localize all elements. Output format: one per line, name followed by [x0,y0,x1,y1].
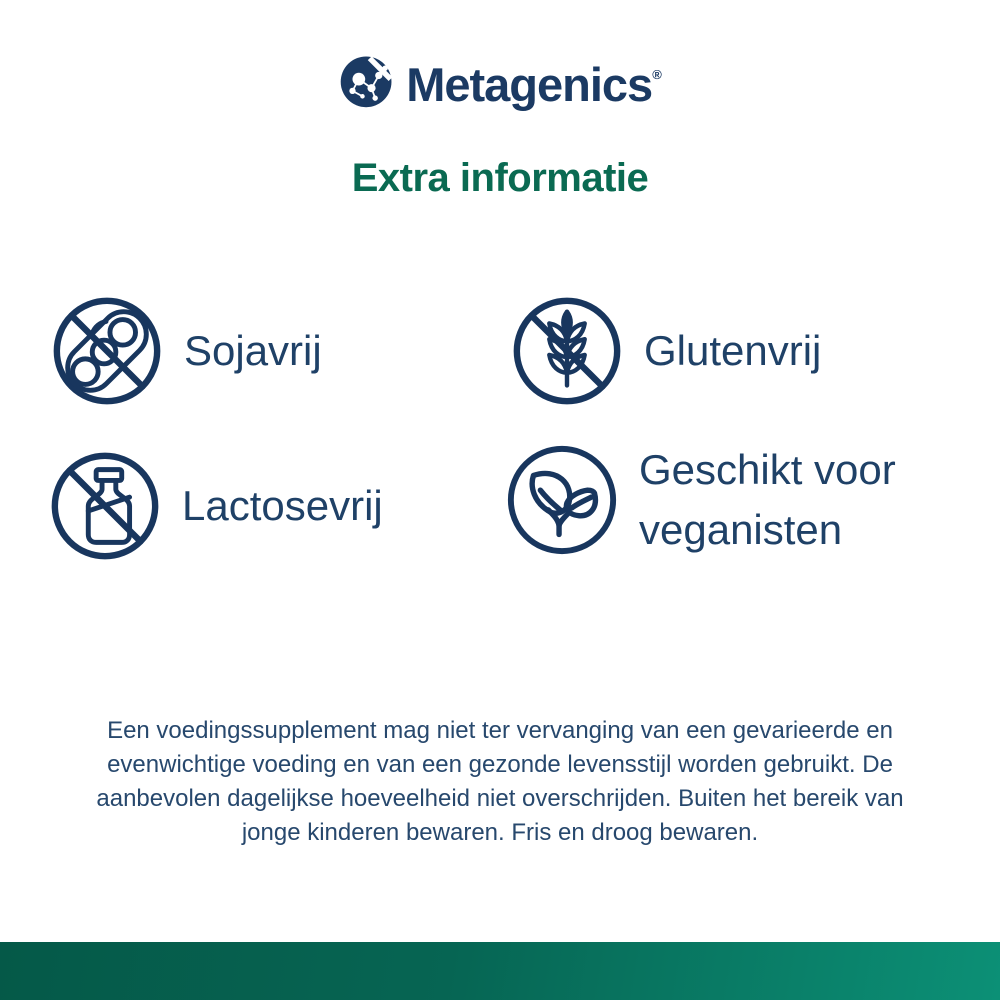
feature-label: Geschikt voor veganisten [639,446,896,553]
feature-lactose-free [46,447,383,565]
feature-label: Glutenvrij [644,327,822,375]
feature-vegan [503,440,969,559]
page-title: Extra informatie [351,156,649,200]
no-soy-icon [48,292,166,410]
no-gluten-icon [508,292,626,410]
brand-logo [0,46,1000,114]
footer-gradient-bar [0,942,1000,1000]
disclaimer-line: Een voedingssupplement mag niet ter vervanging van een gevarieerde en [107,717,893,744]
metagenics-logo-icon [338,48,396,112]
feature-soy-free [48,292,322,410]
registered-trademark: ® [652,67,662,82]
vegan-leaves-icon [503,441,621,559]
disclaimer-line: aanbevolen dagelijkse hoeveelheid niet overschrijden. Buiten het bereik van [96,785,904,812]
disclaimer-line: jonge kinderen bewaren. Fris en droog bewaren. [241,819,759,846]
feature-label: Lactosevrij [182,482,383,530]
brand-name: Metagenics® [406,58,662,111]
disclaimer-text [0,714,1000,850]
disclaimer-line: evenwichtige voeding en van een gezonde levensstijl worden gebruikt. De [107,751,893,778]
feature-label: Sojavrij [184,327,322,375]
no-lactose-icon [46,447,164,565]
feature-gluten-free [508,292,821,410]
